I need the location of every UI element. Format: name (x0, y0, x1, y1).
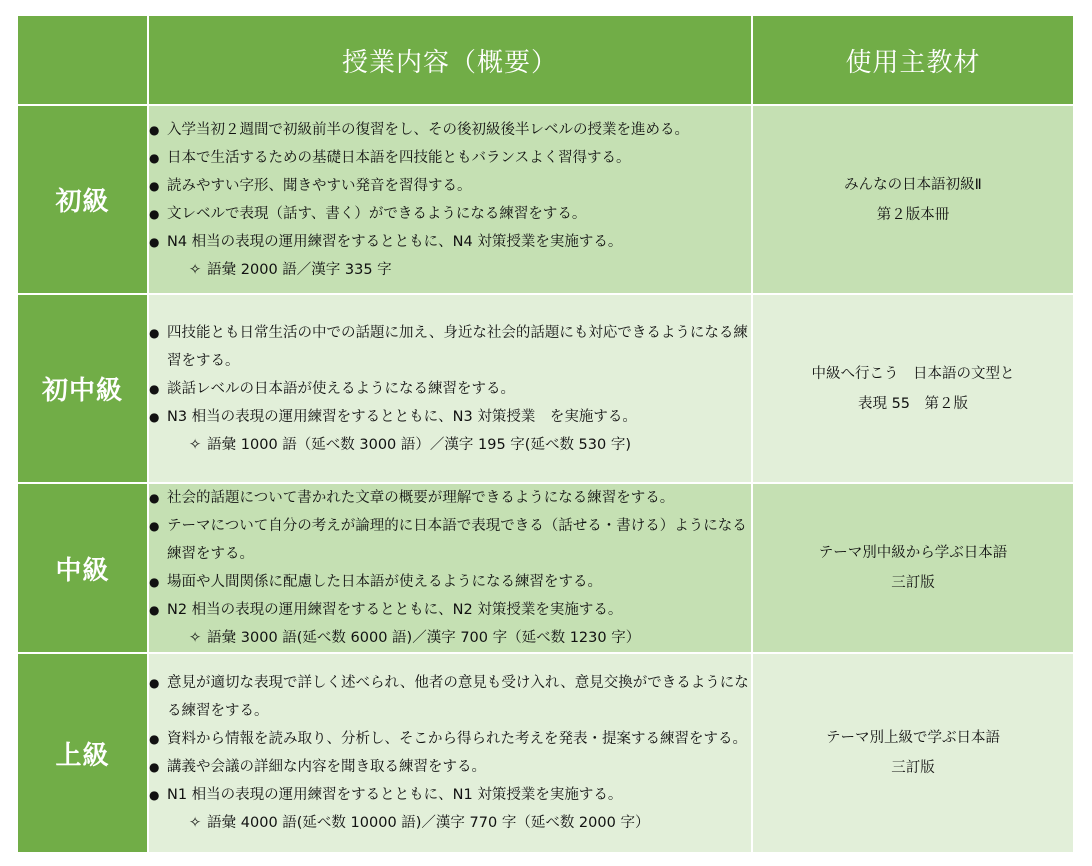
list-item: ● 読みやすい字形、聞きやすい発音を習得する。 (149, 172, 751, 200)
bullet-icon: ● (149, 519, 160, 533)
content-list (149, 484, 751, 624)
bullet-icon: ● (149, 206, 160, 221)
vocab-kanji-note: ✧ 語彙 1000 語（延べ数 3000 語）／漢字 195 字(延べ数 530 字) (189, 436, 631, 453)
list-item: ● 日本で生活するための基礎日本語を四技能ともバランスよく習得する。 (149, 144, 751, 172)
list-item: ● 意見が適切な表現で詳しく述べられ、他者の意見も受け入れ、意見交換ができるようになる練習をする。 (149, 669, 751, 725)
list-item: ● 入学当初２週間で初級前半の復習をし、その後初級後半レベルの授業を進める。 (149, 116, 751, 144)
level-label: 上級 (17, 653, 148, 853)
diamond-icon: ✧ (189, 261, 202, 278)
material-edition: 三訂版 (891, 575, 935, 591)
bullet-icon: ● (149, 325, 160, 340)
header-level (17, 15, 148, 105)
content-cell (148, 653, 752, 853)
bullet-icon: ● (149, 603, 160, 617)
material-cell (752, 105, 1074, 294)
vocab-kanji-note: ✧ 語彙 2000 語／漢字 335 字 (189, 261, 392, 278)
material-title: テーマ別中級から学ぶ日本語 (818, 545, 1008, 561)
header-row (17, 15, 1074, 105)
bullet-icon: ● (149, 234, 160, 249)
bullet-icon: ● (149, 409, 160, 424)
list-item: ● N4 相当の表現の運用練習をするとともに、N4 対策授業を実施する。 (149, 228, 751, 256)
bullet-icon: ● (149, 122, 160, 137)
material-cell (752, 483, 1074, 653)
diamond-icon: ✧ (189, 630, 202, 646)
content-cell (148, 294, 752, 483)
bullet-icon: ● (149, 178, 160, 193)
list-item: ● 場面や人間関係に配慮した日本語が使えるようになる練習をする。 (149, 568, 751, 596)
bullet-icon: ● (149, 150, 160, 165)
material-edition: 表現 55 第２版 (857, 395, 969, 412)
vocab-kanji-note: ✧ 語彙 3000 語(延べ数 6000 語)／漢字 700 字（延べ数 1230 字） (189, 630, 641, 646)
bullet-icon: ● (149, 788, 160, 802)
content-cell (148, 105, 752, 294)
bullet-icon: ● (149, 491, 160, 505)
bullet-icon: ● (149, 760, 160, 774)
list-item: ● 講義や会議の詳細な内容を聞き取る練習をする。 (149, 753, 751, 781)
material-cell (752, 294, 1074, 483)
list-item: ● 文レベルで表現（話す、書く）ができるようになる練習をする。 (149, 200, 751, 228)
bullet-icon: ● (149, 676, 160, 690)
level-label: 初中級 (17, 294, 148, 483)
vocab-kanji-note: ✧ 語彙 4000 語(延べ数 10000 語)／漢字 770 字（延べ数 2000 字） (189, 815, 650, 831)
content-cell (148, 483, 752, 653)
header-content: 授業内容（概要） (148, 15, 752, 105)
list-item: ● N1 相当の表現の運用練習をするとともに、N1 対策授業を実施する。 (149, 781, 751, 809)
list-item: ● N2 相当の表現の運用練習をするとともに、N2 対策授業を実施する。 (149, 596, 751, 624)
diamond-icon: ✧ (189, 436, 202, 453)
header-material: 使用主教材 (752, 15, 1074, 105)
content-list (149, 319, 751, 431)
material-edition: 三訂版 (891, 760, 935, 776)
list-item: ● N3 相当の表現の運用練習をするとともに、N3 対策授業 を実施する。 (149, 403, 751, 431)
material-edition: 第２版本冊 (876, 206, 950, 223)
bullet-icon: ● (149, 732, 160, 746)
material-title: 中級へ行こう 日本語の文型と (811, 365, 1015, 382)
curriculum-table (16, 14, 1075, 854)
list-item: ● 社会的話題について書かれた文章の概要が理解できるようになる練習をする。 (149, 484, 751, 512)
row-advanced (17, 653, 1074, 853)
row-pre-intermediate (17, 294, 1074, 483)
content-list (149, 116, 751, 256)
material-title: みんなの日本語初級Ⅱ (844, 176, 982, 193)
material-title: テーマ別上級で学ぶ日本語 (826, 730, 1000, 746)
level-label: 中級 (17, 483, 148, 653)
diamond-icon: ✧ (189, 815, 202, 831)
list-item: ● テーマについて自分の考えが論理的に日本語で表現できる（話せる・書ける）ようになる練習をする。 (149, 512, 751, 568)
material-cell (752, 653, 1074, 853)
level-label: 初級 (17, 105, 148, 294)
list-item: ● 資料から情報を読み取り、分析し、そこから得られた考えを発表・提案する練習をする。 (149, 725, 751, 753)
bullet-icon: ● (149, 381, 160, 396)
list-item: ● 四技能とも日常生活の中での話題に加え、身近な社会的話題にも対応できるようになる練習をする。 (149, 319, 751, 375)
row-beginner (17, 105, 1074, 294)
row-intermediate (17, 483, 1074, 653)
bullet-icon: ● (149, 575, 160, 589)
content-list (149, 669, 751, 809)
list-item: ● 談話レベルの日本語が使えるようになる練習をする。 (149, 375, 751, 403)
